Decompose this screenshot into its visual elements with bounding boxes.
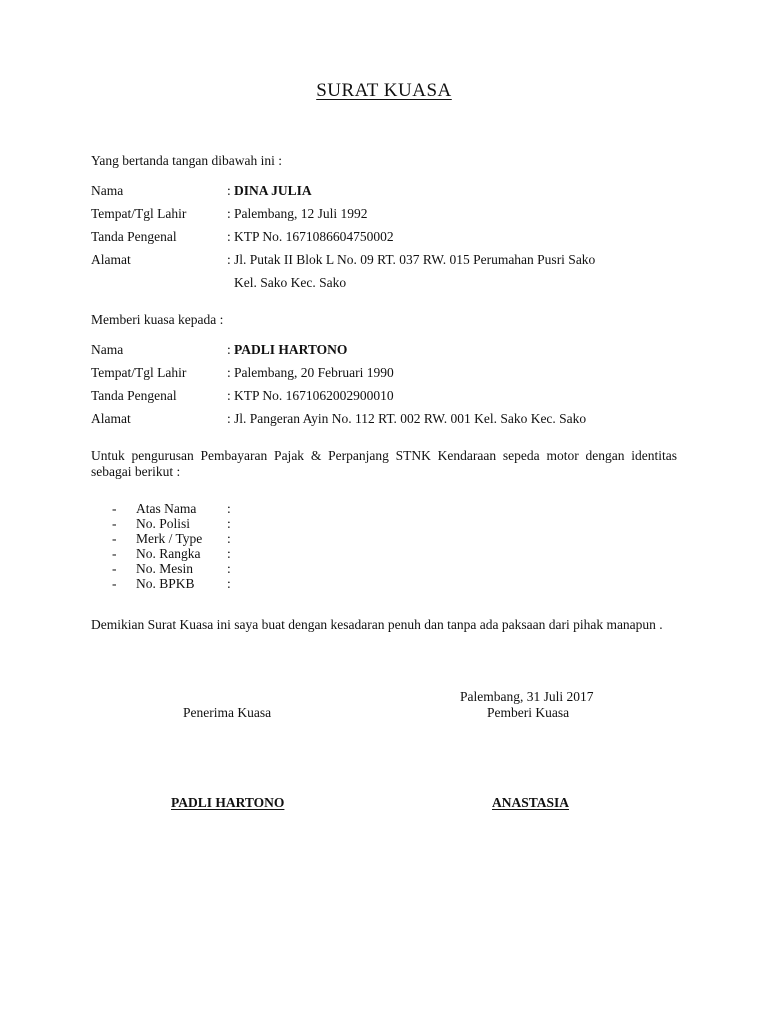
list-item-dash: - xyxy=(112,576,117,591)
recipient-birth-colon: : xyxy=(227,365,231,380)
recipient-address-value: Jl. Pangeran Ayin No. 112 RT. 002 RW. 001 Kel. Sako Kec. Sako xyxy=(234,411,587,426)
recipient-name-value: PADLI HARTONO xyxy=(234,342,348,357)
recipient-address-colon: : xyxy=(227,411,231,426)
list-item-colon: : xyxy=(227,531,231,546)
list-item-merk-type: Merk / Type xyxy=(136,531,203,546)
signature-recipient-name: PADLI HARTONO xyxy=(171,795,285,810)
list-item-colon: : xyxy=(227,576,231,591)
grantor-birth-label: Tempat/Tgl Lahir xyxy=(91,206,187,221)
document-title: SURAT KUASA xyxy=(316,80,452,101)
purpose-paragraph: Untuk pengurusan Pembayaran Pajak & Perpanjang STNK Kendaraan sepeda motor dengan identitas sebagai berikut : xyxy=(91,448,677,479)
list-item-atas-nama: Atas Nama xyxy=(136,501,197,516)
signature-grantor-title: Pemberi Kuasa xyxy=(487,705,570,720)
grantor-address-label: Alamat xyxy=(91,252,131,267)
grantor-birth-colon: : xyxy=(227,206,231,221)
signature-grantor-name: ANASTASIA xyxy=(492,795,570,810)
signature-recipient-title: Penerima Kuasa xyxy=(183,705,272,720)
list-item-dash: - xyxy=(112,561,117,576)
recipient-name-label: Nama xyxy=(91,342,124,357)
grantor-name-colon: : xyxy=(227,183,231,198)
list-item-dash: - xyxy=(112,546,117,561)
grantor-name-label: Nama xyxy=(91,183,124,198)
grantor-id-label: Tanda Pengenal xyxy=(91,229,177,244)
list-item-dash: - xyxy=(112,516,117,531)
list-item-colon: : xyxy=(227,546,231,561)
grantor-birth-value: Palembang, 12 Juli 1992 xyxy=(234,206,368,221)
list-item-no-polisi: No. Polisi xyxy=(136,516,191,531)
recipient-birth-value: Palembang, 20 Februari 1990 xyxy=(234,365,394,380)
grantor-address-colon: : xyxy=(227,252,231,267)
list-item-colon: : xyxy=(227,516,231,531)
grantor-id-colon: : xyxy=(227,229,231,244)
list-item-dash: - xyxy=(112,501,117,516)
grantor-address-line1: Jl. Putak II Blok L No. 09 RT. 037 RW. 015 Perumahan Pusri Sako xyxy=(234,252,596,267)
grantor-id-value: KTP No. 1671086604750002 xyxy=(234,229,394,244)
grantor-name-value: DINA JULIA xyxy=(234,183,312,198)
list-item-no-mesin: No. Mesin xyxy=(136,561,193,576)
list-item-dash: - xyxy=(112,531,117,546)
intro-text: Yang bertanda tangan dibawah ini : xyxy=(91,153,282,168)
closing-paragraph: Demikian Surat Kuasa ini saya buat dengan kesadaran penuh dan tanpa ada paksaan dari pihak manapun . xyxy=(91,617,663,632)
delegate-intro-text: Memberi kuasa kepada : xyxy=(91,312,224,327)
recipient-id-colon: : xyxy=(227,388,231,403)
recipient-id-label: Tanda Pengenal xyxy=(91,388,177,403)
list-item-no-rangka: No. Rangka xyxy=(136,546,201,561)
recipient-address-label: Alamat xyxy=(91,411,131,426)
grantor-address-line2: Kel. Sako Kec. Sako xyxy=(234,275,347,290)
recipient-birth-label: Tempat/Tgl Lahir xyxy=(91,365,187,380)
signature-place-date: Palembang, 31 Juli 2017 xyxy=(460,689,594,704)
recipient-name-colon: : xyxy=(227,342,231,357)
recipient-id-value: KTP No. 1671062002900010 xyxy=(234,388,394,403)
list-item-colon: : xyxy=(227,561,231,576)
list-item-colon: : xyxy=(227,501,231,516)
list-item-no-bpkb: No. BPKB xyxy=(136,576,195,591)
